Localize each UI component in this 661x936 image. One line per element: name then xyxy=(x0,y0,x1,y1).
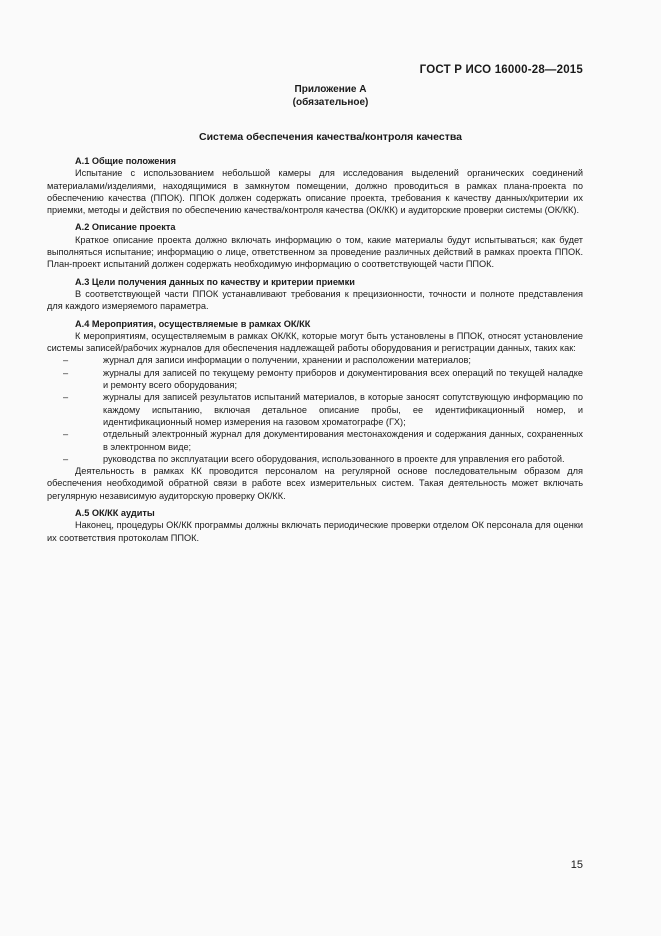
paragraph: Наконец, процедуры ОК/КК программы должны включать периодические проверки отделом ОК персонала для оценки их соответствия протоколам ППОК. xyxy=(47,520,583,543)
list-item-text: журналы для записей по текущему ремонту приборов и документирования всех операций по текущей наладке и ремонту всего оборудования; xyxy=(103,367,583,391)
section-a1 xyxy=(47,155,583,216)
paragraph: Краткое описание проекта должно включать информацию о том, какие материалы будут испытываться; как будет выполняться испытание; информацию о лице, ответственном за проведение различных действий в рамках проекта ППОК. План-проект испытаний должен содержать необходимую информацию о соответствующей части ППОК. xyxy=(47,234,583,270)
list-item xyxy=(47,391,583,428)
page-number: 15 xyxy=(570,859,583,871)
section-a4 xyxy=(47,318,583,502)
paragraph: Деятельность в рамках КК проводится персоналом на регулярной основе последовательным образом для обеспечения необходимой обратной связи в работе всех измерительных систем. Такая деятельность может включать регулярную независимую аудиторскую проверку ОК/КК. xyxy=(47,466,583,501)
list-marker: – xyxy=(63,367,69,378)
list-item xyxy=(47,367,583,392)
list-item-text: журналы для записей результатов испытаний материалов, в которые заносят сопутствующую информацию по каждому испытанию, включая детальное описание пробы, ее идентификационный номер, и идентификационный номер измерения на газовом хроматографе (ГХ); xyxy=(103,392,583,427)
page-title: Система обеспечения качества/контроля качества xyxy=(199,131,462,143)
appendix-status: (обязательное) xyxy=(292,97,369,108)
appendix-label: Приложение А xyxy=(294,84,367,95)
document-code: ГОСТ Р ИСО 16000-28—2015 xyxy=(419,64,583,76)
list-marker: – xyxy=(63,429,69,440)
list-item xyxy=(47,428,583,453)
section-heading: А.4 Мероприятия, осуществляемые в рамках ОК/КК xyxy=(75,318,311,329)
document-body xyxy=(47,155,583,549)
section-heading: А.2 Описание проекта xyxy=(75,222,176,233)
section-a5 xyxy=(47,507,583,544)
section-a2 xyxy=(47,221,583,270)
section-heading: А.3 Цели получения данных по качеству и критерии приемки xyxy=(75,276,355,287)
list-item-text: руководства по эксплуатации всего оборудования, использованного в проекте для управления его работой. xyxy=(103,453,565,464)
section-heading: А.5 ОК/КК аудиты xyxy=(75,508,155,519)
section-a3 xyxy=(47,276,583,313)
paragraph: К мероприятиям, осуществляемым в рамках ОК/КК, которые могут быть установлены в ППОК, относят установление системы записей/рабочих журналов для обеспечения надлежащей работы оборудования и регистрации данных, таких как: xyxy=(47,330,583,354)
list-item xyxy=(47,453,583,465)
list-marker: – xyxy=(63,453,69,464)
paragraph: Испытание с использованием небольшой камеры для исследования выделений органических соединений материалами/изделиями, находящимися в замкнутом помещении, должно проводиться в рамках плана-проекта по обеспечению качества (ППОК). ППОК должен содержать описание проекта, требования к качеству данных/критерии их приемки, методы и действия по обеспечению качества/контроля качества (ОК/КК) и аудиторские проверки системы (ОК/КК). xyxy=(47,168,583,216)
list-item xyxy=(47,354,583,366)
list-marker: – xyxy=(63,392,69,403)
section-heading: А.1 Общие положения xyxy=(75,156,176,166)
list-marker: – xyxy=(63,355,69,366)
appendix-heading xyxy=(0,83,661,109)
list-item-text: журнал для записи информации о получении, хранении и расположении материалов; xyxy=(103,355,471,366)
list-item-text: отдельный электронный журнал для документирования местонахождения и содержания данных, сохраненных в электронном виде; xyxy=(103,429,583,452)
paragraph: В соответствующей части ППОК устанавливают требования к прецизионности, точности и полноте представления для каждого измеряемого параметра. xyxy=(47,288,583,312)
